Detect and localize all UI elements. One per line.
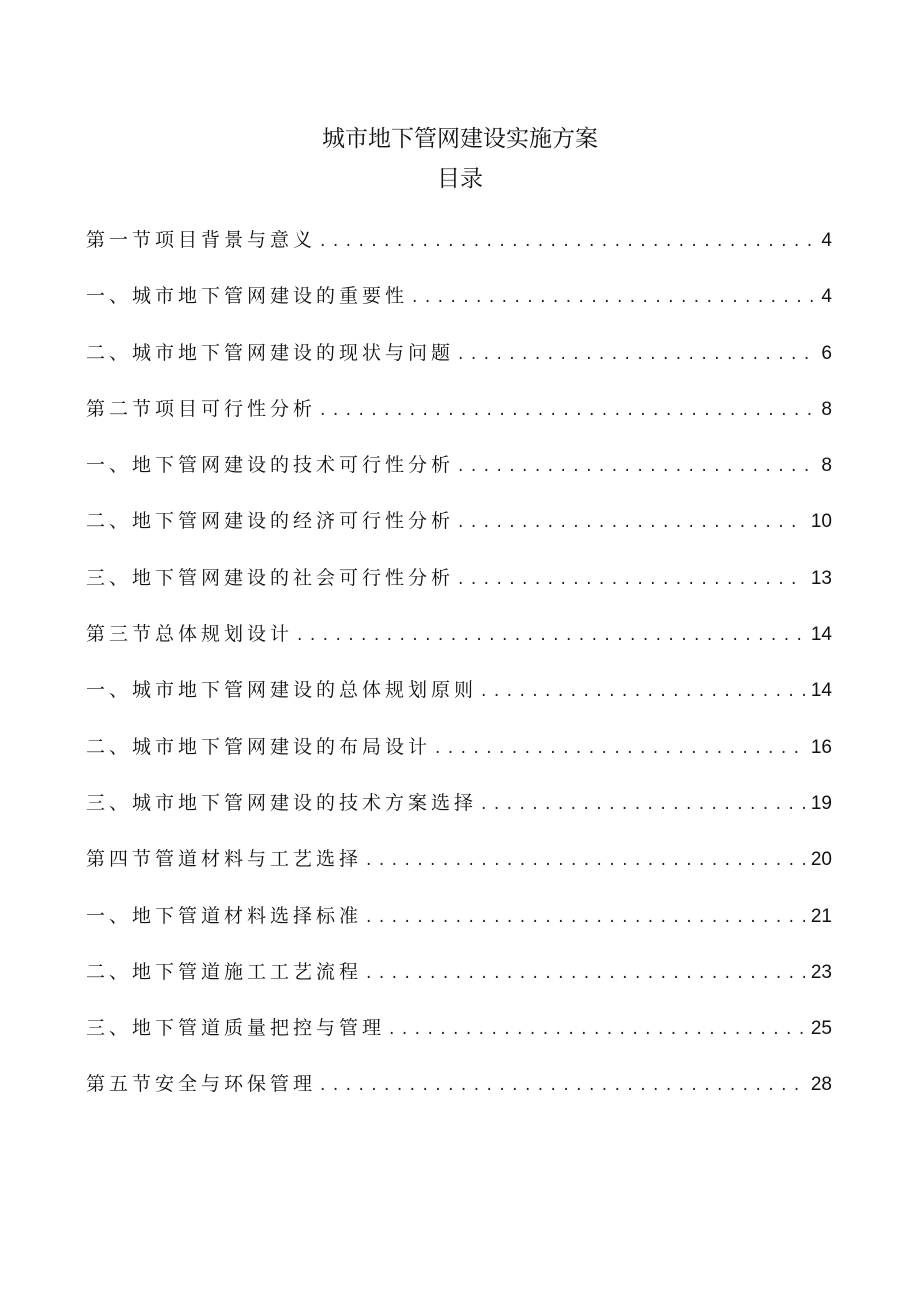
toc-entry-page: 6 xyxy=(821,342,832,364)
toc-entry[interactable] xyxy=(86,1011,832,1067)
toc-dot-leader xyxy=(458,562,805,596)
toc-entry-label: 三、地下管道质量把控与管理 xyxy=(86,1017,386,1040)
toc-dot-leader xyxy=(481,674,805,708)
toc-heading: 目录 xyxy=(437,166,483,192)
toc-dot-leader xyxy=(366,900,805,934)
toc-entry-page: 28 xyxy=(810,1074,832,1096)
toc-entry-page: 4 xyxy=(821,230,832,251)
toc-entry-label: 三、地下管网建设的社会可行性分析 xyxy=(86,566,455,589)
toc-dot-leader xyxy=(412,280,815,314)
toc-dot-leader xyxy=(320,1068,805,1102)
toc-entry-label: 一、城市地下管网建设的重要性 xyxy=(86,285,409,308)
toc-entry-label: 一、城市地下管网建设的总体规划原则 xyxy=(86,679,478,702)
toc-entry-label: 二、地下管道施工工艺流程 xyxy=(86,960,363,983)
toc-entry-page: 13 xyxy=(810,567,832,589)
toc-entry-label: 二、地下管网建设的经济可行性分析 xyxy=(86,510,455,533)
toc-entry[interactable] xyxy=(86,1067,832,1123)
toc-entry[interactable] xyxy=(86,786,832,842)
toc-entry-label: 二、城市地下管网建设的现状与问题 xyxy=(86,341,455,364)
toc-entry-page: 8 xyxy=(821,455,832,477)
toc-entry-page: 19 xyxy=(810,792,832,814)
toc-dot-leader xyxy=(320,224,815,258)
toc-entry-label: 第五节安全与环保管理 xyxy=(86,1073,317,1096)
table-of-contents xyxy=(86,223,832,1124)
toc-entry[interactable] xyxy=(86,279,832,335)
toc-entry-page: 20 xyxy=(810,849,832,871)
toc-entry-label: 一、地下管网建设的技术可行性分析 xyxy=(86,454,455,477)
toc-entry[interactable] xyxy=(86,899,832,955)
toc-entry-label: 一、地下管道材料选择标准 xyxy=(86,904,363,927)
toc-dot-leader xyxy=(366,843,805,877)
toc-entry-page: 14 xyxy=(810,624,832,646)
toc-dot-leader xyxy=(389,1012,805,1046)
toc-entry[interactable] xyxy=(86,673,832,729)
toc-entry-page: 4 xyxy=(821,286,832,308)
toc-dot-leader xyxy=(458,505,805,539)
toc-entry[interactable] xyxy=(86,504,832,560)
toc-entry-page: 14 xyxy=(810,680,832,702)
toc-entry[interactable] xyxy=(86,223,832,279)
toc-entry[interactable] xyxy=(86,561,832,617)
toc-entry[interactable] xyxy=(86,842,832,898)
toc-entry-label: 第二节项目可行性分析 xyxy=(86,397,317,420)
document-title: 城市地下管网建设实施方案 xyxy=(322,126,598,152)
toc-entry-page: 8 xyxy=(821,398,832,420)
toc-dot-leader xyxy=(458,449,815,483)
toc-entry-label: 第一节项目背景与意义 xyxy=(86,229,317,251)
toc-entry-page: 10 xyxy=(810,511,832,533)
toc-entry-page: 16 xyxy=(810,736,832,758)
toc-entry-page: 23 xyxy=(810,961,832,983)
toc-entry[interactable] xyxy=(86,392,832,448)
toc-entry-page: 25 xyxy=(810,1018,832,1040)
toc-entry[interactable] xyxy=(86,955,832,1011)
toc-entry[interactable] xyxy=(86,448,832,504)
toc-dot-leader xyxy=(435,731,805,765)
toc-entry-label: 第三节总体规划设计 xyxy=(86,623,294,646)
toc-entry[interactable] xyxy=(86,336,832,392)
toc-dot-leader xyxy=(458,337,815,371)
toc-dot-leader xyxy=(366,956,805,990)
toc-entry-label: 三、城市地下管网建设的技术方案选择 xyxy=(86,791,478,814)
toc-dot-leader xyxy=(297,618,805,652)
toc-dot-leader xyxy=(320,393,815,427)
toc-entry-label: 第四节管道材料与工艺选择 xyxy=(86,848,363,871)
toc-entry-label: 二、城市地下管网建设的布局设计 xyxy=(86,735,432,758)
toc-dot-leader xyxy=(481,787,805,821)
toc-entry-page: 21 xyxy=(810,905,832,927)
toc-entry[interactable] xyxy=(86,730,832,786)
toc-entry[interactable] xyxy=(86,617,832,673)
